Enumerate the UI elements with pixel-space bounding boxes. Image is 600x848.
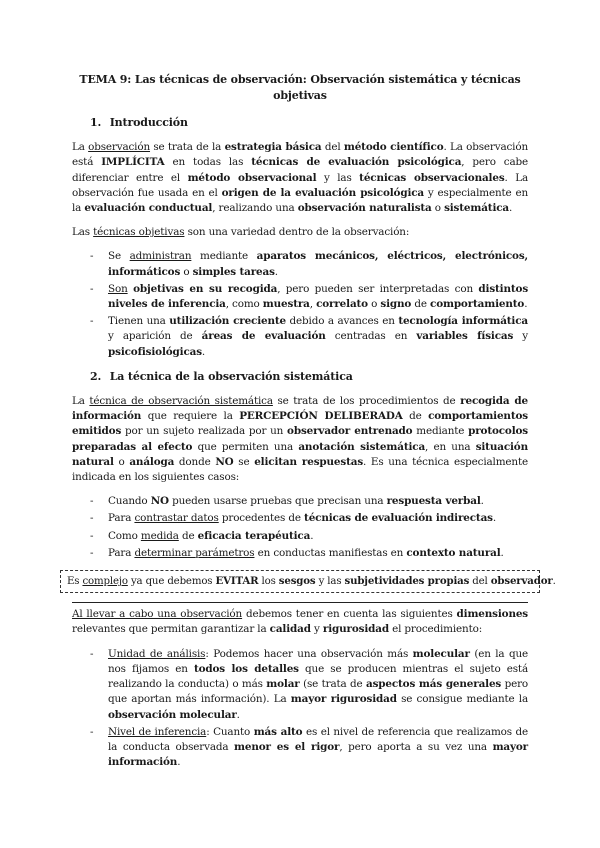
text-run: son una variedad dentro de la observación: xyxy=(184,226,410,239)
text-run: de xyxy=(178,529,198,542)
text-run: mediante xyxy=(191,250,257,263)
underlined-text: técnicas objetivas xyxy=(93,226,185,239)
list-item xyxy=(72,249,528,279)
text-run: en conductas manifiestas en xyxy=(254,546,407,559)
underlined-text: medida xyxy=(140,529,179,542)
text-run: se trata de la xyxy=(150,141,225,154)
text-run: , pero aporta a su vez una xyxy=(339,740,493,753)
text-run: , como xyxy=(225,298,263,311)
text-run: de xyxy=(402,410,429,423)
list-item xyxy=(72,494,528,509)
bullet-dash: - xyxy=(90,495,94,508)
text-run: que permiten una xyxy=(192,440,299,453)
underlined-text: Son xyxy=(108,282,128,295)
text-run: del xyxy=(321,141,344,154)
bold-text: variables físicas xyxy=(416,330,514,343)
text-run: que requiere la xyxy=(141,410,240,423)
text-run: Cuando xyxy=(108,495,151,508)
bullet-dash: - xyxy=(90,546,94,559)
text-run: o xyxy=(367,298,381,311)
text-run: . xyxy=(524,298,528,311)
text-run: pueden usarse pruebas que precisan una xyxy=(168,495,387,508)
list-item xyxy=(72,282,528,312)
text-run: procedentes de xyxy=(218,512,305,525)
bold-text: comportamientos emitidos xyxy=(72,410,528,438)
text-run: . La observación fue usada en el xyxy=(72,171,528,199)
bullet-dash: - xyxy=(90,282,94,295)
list-item xyxy=(72,647,528,723)
list-item xyxy=(72,725,528,771)
text-run: . xyxy=(552,576,556,588)
underlined-text: complejo xyxy=(82,576,128,588)
bold-text: observación naturalista xyxy=(297,202,432,215)
text-run: . La observación está xyxy=(72,141,528,169)
intro-paragraph xyxy=(72,140,528,216)
text-run: Es xyxy=(67,576,83,588)
text-run: o xyxy=(180,265,193,278)
text-run: . xyxy=(274,265,278,278)
bold-text: aparatos mecánicos, eléctricos, electrónicos, informáticos xyxy=(108,250,529,278)
bold-text: elicitan respuestas xyxy=(254,455,364,468)
text-run: Las xyxy=(72,226,94,239)
section-2-title: La técnica de la observación sistemática xyxy=(109,369,353,383)
bold-text: mayor información xyxy=(108,740,528,769)
bullet-dash: - xyxy=(90,512,94,525)
underlined-text: Unidad de análisis xyxy=(108,647,206,660)
list-item xyxy=(72,314,528,360)
bold-text: comportamiento xyxy=(430,298,525,311)
bold-text: técnicas de evaluación indirectas xyxy=(304,512,493,525)
text-run: el procedimiento: xyxy=(388,623,483,636)
bold-text: utilización creciente xyxy=(169,315,286,328)
bold-text: origen de la evaluación psicológica xyxy=(221,186,425,199)
bold-text: observación molecular xyxy=(108,708,237,721)
divider-line xyxy=(72,602,528,603)
text-run: : Podemos hacer una observación más xyxy=(205,647,413,660)
section-1-heading xyxy=(72,115,528,130)
bold-text: evaluación conductual xyxy=(84,202,213,215)
section-1-title: Introducción xyxy=(109,116,188,129)
text-run: y las xyxy=(316,171,360,184)
list-item xyxy=(72,546,528,561)
text-run: se xyxy=(233,455,255,468)
text-run: Se xyxy=(108,250,130,263)
text-run: (en la que nos fijamos en xyxy=(108,647,528,675)
text-run: en todas las xyxy=(164,156,252,169)
systematic-observation-paragraph xyxy=(72,394,528,485)
bold-text: rigurosidad xyxy=(322,623,389,636)
text-run: . xyxy=(480,495,484,508)
document-title: TEMA 9: Las técnicas de observación: Observación sistemática y técnicas objetivas xyxy=(79,73,521,102)
document-content xyxy=(67,72,556,779)
bold-text: respuesta verbal xyxy=(386,495,481,508)
text-run: . xyxy=(201,345,206,358)
bold-text: signo xyxy=(380,298,412,311)
text-run: . Es una técnica especialmente indicada en los siguientes casos: xyxy=(72,455,528,484)
text-run: , realizando una xyxy=(212,202,298,215)
text-run: donde xyxy=(174,455,216,468)
bold-text: situación natural xyxy=(72,440,528,468)
bold-text: técnicas de evaluación psicológica xyxy=(251,156,462,169)
text-run: los xyxy=(258,576,279,588)
text-run: y especialmente en la xyxy=(72,186,528,215)
use-cases-list xyxy=(72,494,528,561)
section-2-heading xyxy=(72,369,528,384)
bold-text: estrategia básica xyxy=(224,141,322,154)
text-run: . xyxy=(177,756,181,769)
bold-text: psicofisiológicas xyxy=(108,345,202,358)
bold-text: áreas de evaluación xyxy=(201,330,326,343)
text-run: ya que debemos xyxy=(127,576,216,588)
bold-text: observador entrenado xyxy=(287,425,413,438)
text-run: y las xyxy=(315,576,345,588)
bold-text: aspectos más generales xyxy=(365,678,502,691)
text-run: . xyxy=(310,529,314,542)
list-item xyxy=(72,511,528,526)
bold-text: correlato xyxy=(316,298,368,311)
bold-text: calidad xyxy=(269,623,311,636)
bold-text: todos los detalles xyxy=(193,662,299,675)
text-run: o xyxy=(431,202,445,215)
bold-text: dimensiones xyxy=(456,608,529,621)
bold-text: sistemática xyxy=(444,202,510,215)
underlined-text: administran xyxy=(129,250,192,263)
bullet-dash: - xyxy=(90,647,94,660)
bold-text: análoga xyxy=(129,455,175,468)
bullet-dash: - xyxy=(90,725,94,738)
bold-text: método observacional xyxy=(187,171,317,184)
bold-text: protocolos preparadas al efecto xyxy=(72,425,528,453)
bold-text: molecular xyxy=(412,647,470,660)
text-run: . xyxy=(236,708,240,721)
bold-text: mayor rigurosidad xyxy=(290,693,397,706)
text-run: relevantes que permitan garantizar la xyxy=(72,623,270,636)
underlined-text: Al llevar a cabo una observación xyxy=(72,608,243,621)
text-run: , xyxy=(309,298,317,311)
text-run: . xyxy=(492,512,497,525)
complexity-note-box xyxy=(60,570,556,593)
section-2-number: 2. xyxy=(90,369,102,383)
underlined-text: Nivel de inferencia xyxy=(108,725,207,738)
bold-text: tecnología informática xyxy=(398,315,528,328)
text-run: y aparición de xyxy=(108,330,202,343)
text-run: mediante xyxy=(412,425,469,438)
text-run: se consigue mediante la xyxy=(396,693,528,706)
bold-text: técnicas observacionales xyxy=(359,171,505,184)
bold-text: distintos niveles de inferencia xyxy=(108,282,529,311)
underlined-text: determinar parámetros xyxy=(134,546,255,559)
text-run: del xyxy=(469,576,491,588)
objective-techniques-list xyxy=(72,249,528,359)
text-run: La xyxy=(72,395,90,408)
text-run: La xyxy=(72,141,89,154)
dimensions-list xyxy=(72,647,528,771)
text-run: debido a avances en xyxy=(285,315,399,328)
text-run: se trata de los procedimientos de xyxy=(272,395,461,408)
text-run: por un sujeto realizada por un xyxy=(121,425,288,438)
text-run: o xyxy=(113,455,130,468)
underlined-text: observación xyxy=(88,141,151,154)
text-run: debemos tener en cuenta las siguientes xyxy=(242,608,457,621)
bold-text: muestra xyxy=(262,298,310,311)
bold-text: IMPLÍCITA xyxy=(101,156,165,169)
bold-text: más alto xyxy=(253,725,303,738)
bullet-dash: - xyxy=(90,529,94,542)
text-run: que se producen mientras el sujeto está realizando la conducta) o más xyxy=(108,662,528,691)
section-1-number: 1. xyxy=(90,116,102,129)
text-run: Como xyxy=(108,529,141,542)
text-run: . xyxy=(500,546,504,559)
text-run: Para xyxy=(108,546,135,559)
text-run: es el nivel de referencia que realizamos de la conducta observada xyxy=(108,725,528,753)
bold-text: molar xyxy=(266,678,300,691)
text-run: de xyxy=(411,298,431,311)
bullet-dash: - xyxy=(90,250,94,263)
bold-text: eficacia terapéutica xyxy=(197,529,311,542)
text-run: (se trata de xyxy=(299,678,366,691)
text-run: , pero cabe diferenciar entre el xyxy=(72,156,528,184)
bold-text: simples tareas xyxy=(192,265,275,278)
text-run: Tienen una xyxy=(108,315,170,328)
underlined-text: contrastar datos xyxy=(134,512,219,525)
text-run: , en una xyxy=(425,440,476,453)
bold-text: NO xyxy=(150,495,169,508)
text-run: pero que aportan más información). La xyxy=(108,678,529,706)
bold-text: sesgos xyxy=(278,575,316,588)
text-run: centradas en xyxy=(325,330,417,343)
text-run: . xyxy=(509,202,513,215)
list-item xyxy=(72,529,528,544)
bold-text: objetivas en su recogida xyxy=(133,282,278,295)
bold-text: observador xyxy=(490,575,553,588)
dimensions-paragraph xyxy=(72,607,528,637)
objective-techniques-intro xyxy=(72,225,528,240)
bold-text: anotación sistemática xyxy=(298,440,426,453)
bold-text: NO xyxy=(215,455,234,468)
text-run: Para xyxy=(108,512,135,525)
bullet-dash: - xyxy=(90,315,94,328)
text-run: y xyxy=(513,330,528,343)
bold-text: contexto natural xyxy=(406,546,501,559)
bold-text: menor es el rigor xyxy=(234,740,340,753)
underlined-text: técnica de observación sistemática xyxy=(89,395,273,408)
bold-text: subjetividades propias xyxy=(344,575,470,588)
text-run: , pero pueden ser interpretadas con xyxy=(277,282,479,295)
bold-text: recogida de información xyxy=(72,395,528,423)
text-run: y xyxy=(310,623,323,636)
bold-text: PERCEPCIÓN DELIBERADA xyxy=(239,410,403,423)
text-run: : Cuanto xyxy=(206,725,254,738)
bold-text: método científico xyxy=(343,141,444,154)
bold-text: EVITAR xyxy=(215,575,259,588)
